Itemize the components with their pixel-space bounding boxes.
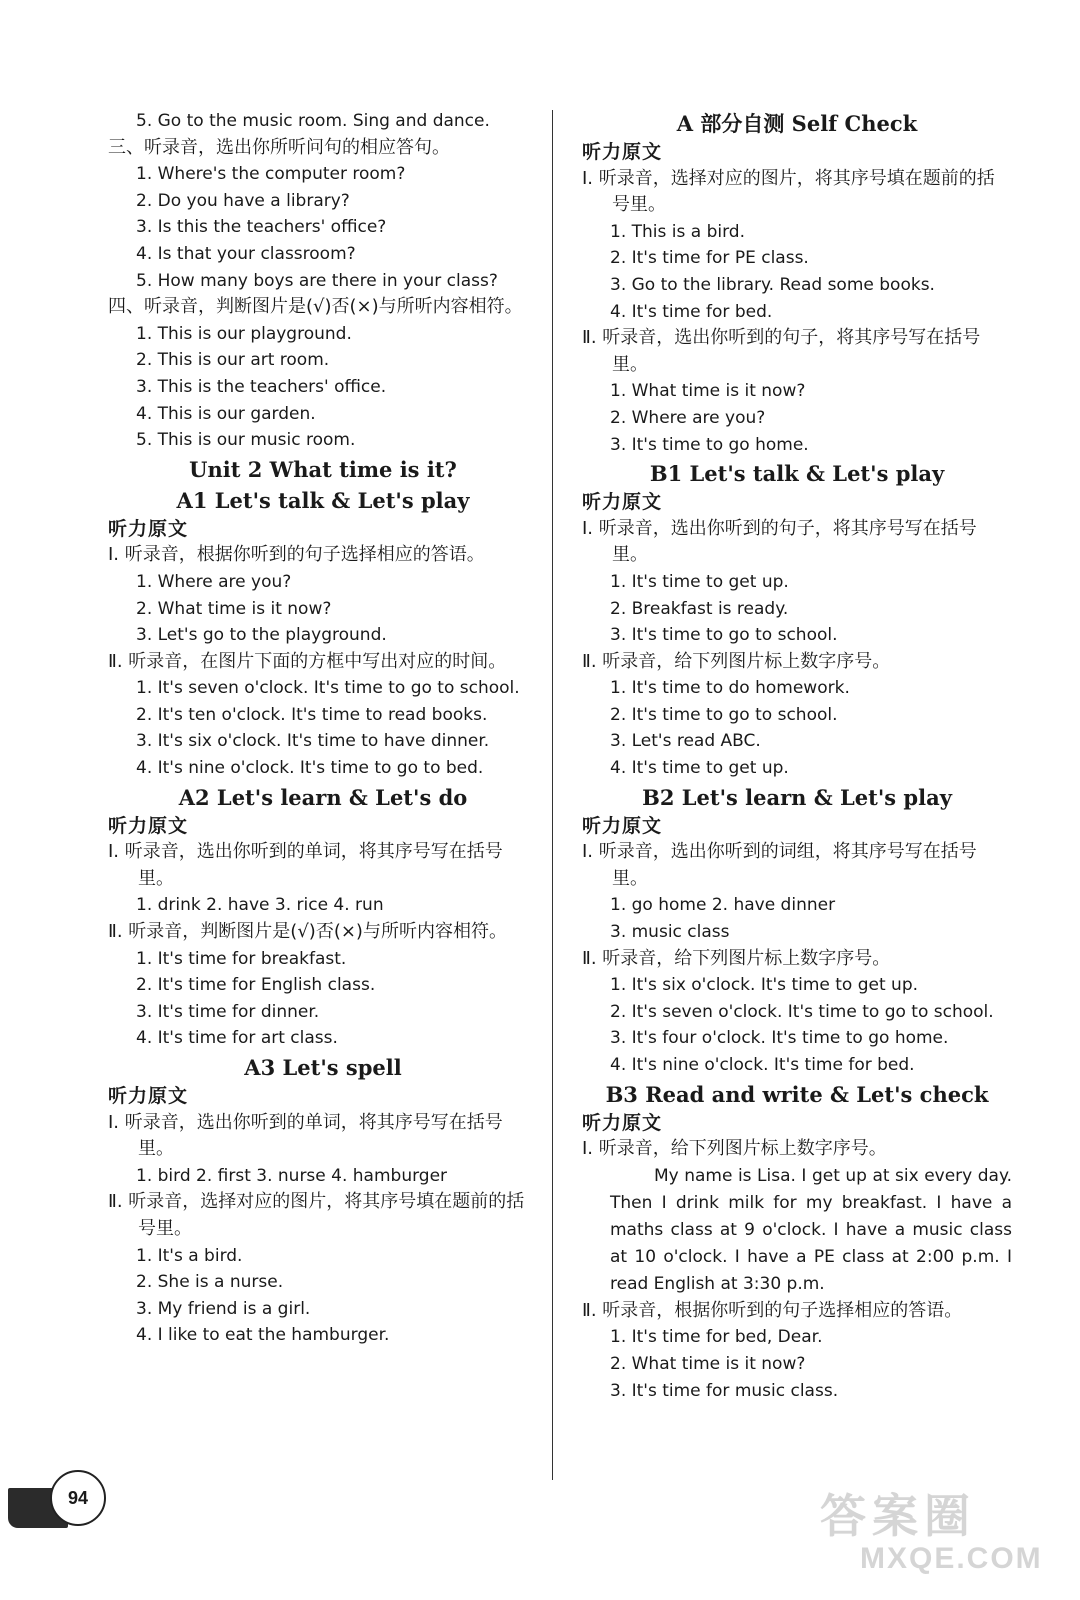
question-instruction: Ⅰ. 听录音，选出你听到的单词，将其序号写在括号里。 xyxy=(108,841,503,889)
answer-item: 3. It's four o'clock. It's time to go home. xyxy=(610,1028,949,1049)
question-instruction: Ⅰ. 听录音，选出你听到的词组，将其序号写在括号里。 xyxy=(582,841,977,889)
answer-item: 5. How many boys are there in your class? xyxy=(136,270,498,291)
question-instruction: Ⅰ. 听录音，选出你听到的单词，将其序号写在括号里。 xyxy=(108,1111,503,1160)
answer-item: 1. It's time to get up. xyxy=(610,571,789,592)
answer-item: 1. Where are you? xyxy=(136,571,292,592)
left-column xyxy=(108,108,538,1349)
answer-item: 3. It's six o'clock. It's time to have dinner. xyxy=(136,731,490,752)
listening-passage: My name is Lisa. I get up at six every day. Then I drink milk for my breakfast. I have a maths class at 9 o'clock. I have a music class at 10 o'clock. I have a PE class at 2:00 p.m. I read English at 3:30 p.m. xyxy=(610,1165,1012,1294)
answer-item: 4. It's time for bed. xyxy=(610,301,773,322)
answer-item: 1. This is our playground. xyxy=(136,323,352,344)
answer-item: 4. This is our garden. xyxy=(136,403,316,424)
section-heading: B2 Let's learn & Let's play xyxy=(642,784,952,810)
page-number-badge xyxy=(8,1470,108,1530)
answer-item: 2. Breakfast is ready. xyxy=(610,598,789,619)
question-instruction: Ⅰ. 听录音，选出你听到的句子，将其序号写在括号里。 xyxy=(582,517,977,566)
answer-item: 1. This is a bird. xyxy=(610,221,745,242)
section-heading: B3 Read and write & Let's check xyxy=(605,1081,989,1107)
answer-item: 2. Do you have a library? xyxy=(136,190,350,211)
right-column xyxy=(582,108,1012,1404)
answer-item: 3. It's time to go home. xyxy=(610,434,809,455)
answer-item: 1. It's time for bed, Dear. xyxy=(610,1327,823,1348)
answer-item: 2. It's time for PE class. xyxy=(610,248,809,269)
section-label: 听力原文 xyxy=(108,1085,189,1107)
answer-item: 1. It's six o'clock. It's time to get up. xyxy=(610,975,919,996)
answer-item: 1. go home 2. have dinner xyxy=(610,895,836,916)
section-label: 听力原文 xyxy=(108,517,189,540)
question-instruction: Ⅰ. 听录音，选择对应的图片，将其序号填在题前的括号里。 xyxy=(582,167,995,216)
question-instruction: Ⅱ. 听录音，判断图片是(√)否(×)与所听内容相符。 xyxy=(108,921,507,943)
answer-item: 2. It's seven o'clock. It's time to go to school. xyxy=(610,1001,994,1022)
watermark-logo xyxy=(820,1480,1050,1590)
answer-item: 4. It's time to get up. xyxy=(610,758,789,779)
answer-item: 3. Let's read ABC. xyxy=(610,731,761,752)
answer-item: 1. It's time for breakfast. xyxy=(136,948,347,969)
answer-item: 2. It's ten o'clock. It's time to read books. xyxy=(136,704,488,725)
section-label: 听力原文 xyxy=(582,814,663,837)
question-instruction: Ⅱ. 听录音，根据你听到的句子选择相应的答语。 xyxy=(582,1299,963,1321)
section-heading: Unit 2 What time is it? xyxy=(189,456,457,482)
answer-item: 5. Go to the music room. Sing and dance. xyxy=(136,111,490,131)
section-heading: B1 Let's talk & Let's play xyxy=(649,461,945,487)
section-label: 听力原文 xyxy=(582,491,663,514)
page-number: 94 xyxy=(50,1470,106,1526)
answer-item: 1. It's a bird. xyxy=(136,1245,243,1266)
answer-item: 2. What time is it now? xyxy=(136,598,332,619)
section-heading: A3 Let's spell xyxy=(244,1055,402,1080)
answer-item: 3. Go to the library. Read some books. xyxy=(610,274,935,295)
answer-item: 2. What time is it now? xyxy=(610,1353,806,1374)
answer-item: 1. What time is it now? xyxy=(610,381,806,402)
watermark-url: MXQE.COM xyxy=(860,1542,1043,1575)
answer-item: 2. This is our art room. xyxy=(136,350,330,371)
answer-item: 1. Where's the computer room? xyxy=(136,164,406,185)
answer-item: 4. It's time for art class. xyxy=(136,1028,338,1049)
answer-item: 3. It's time to go to school. xyxy=(610,625,838,646)
question-instruction: Ⅰ. 听录音，给下列图片标上数字序号。 xyxy=(582,1138,887,1160)
section-heading: A 部分自测 Self Check xyxy=(676,111,918,136)
answer-item: 4. It's nine o'clock. It's time for bed. xyxy=(610,1055,915,1075)
section-label: 听力原文 xyxy=(582,1111,663,1134)
answer-item: 3. This is the teachers' office. xyxy=(136,376,387,397)
question-instruction: Ⅱ. 听录音，给下列图片标上数字序号。 xyxy=(582,650,891,672)
answer-item: 2. Where are you? xyxy=(610,407,766,428)
answer-item: 1. It's seven o'clock. It's time to go to school. xyxy=(136,678,520,699)
question-instruction: Ⅰ. 听录音，根据你听到的句子选择相应的答语。 xyxy=(108,544,485,566)
question-instruction: Ⅱ. 听录音，在图片下面的方框中写出对应的时间。 xyxy=(108,650,507,672)
answer-item: 1. It's time to do homework. xyxy=(610,678,850,699)
answer-item: 3. It's time for dinner. xyxy=(136,1001,320,1022)
answer-item: 3. My friend is a girl. xyxy=(136,1298,311,1319)
question-instruction: 四、听录音，判断图片是(√)否(×)与所听内容相符。 xyxy=(108,296,523,318)
section-label: 听力原文 xyxy=(108,814,189,837)
answer-item: 1. bird 2. first 3. nurse 4. hamburger xyxy=(136,1165,448,1186)
answer-item: 4. It's nine o'clock. It's time to go to bed. xyxy=(136,758,484,779)
answer-item: 4. Is that your classroom? xyxy=(136,243,356,264)
answer-item: 2. She is a nurse. xyxy=(136,1272,284,1293)
question-instruction: Ⅱ. 听录音，选择对应的图片，将其序号填在题前的括号里。 xyxy=(108,1191,525,1239)
answer-item: 2. It's time to go to school. xyxy=(610,704,838,725)
answer-item: 4. I like to eat the hamburger. xyxy=(136,1325,390,1346)
question-instruction: Ⅱ. 听录音，给下列图片标上数字序号。 xyxy=(582,947,891,969)
answer-item: 3. Is this the teachers' office? xyxy=(136,217,387,238)
question-instruction: 三、听录音，选出你所听问句的相应答句。 xyxy=(108,136,450,158)
column-divider xyxy=(552,110,553,1480)
answer-item: 2. It's time for English class. xyxy=(136,975,376,996)
section-heading: A1 Let's talk & Let's play xyxy=(176,487,470,513)
answer-item: 3. music class xyxy=(610,922,730,943)
section-heading: A2 Let's learn & Let's do xyxy=(178,784,468,810)
answer-item: 3. It's time for music class. xyxy=(610,1380,839,1401)
watermark-text: 答案圈 xyxy=(820,1489,976,1543)
answer-item: 5. This is our music room. xyxy=(136,430,356,451)
question-instruction: Ⅱ. 听录音，选出你听到的句子，将其序号写在括号里。 xyxy=(582,327,981,375)
section-label: 听力原文 xyxy=(582,141,663,163)
answer-item: 3. Let's go to the playground. xyxy=(136,625,387,646)
answer-item: 1. drink 2. have 3. rice 4. run xyxy=(136,895,384,916)
